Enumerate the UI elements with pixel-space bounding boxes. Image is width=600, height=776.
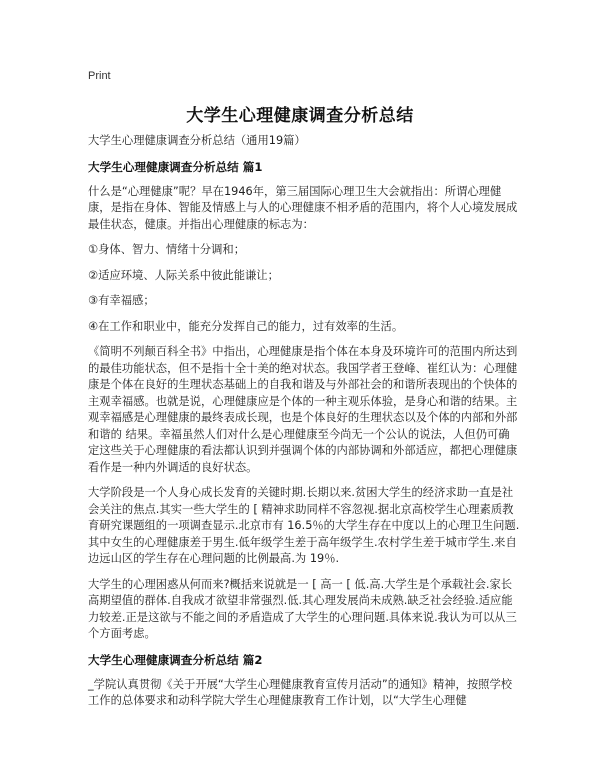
paragraph: 什么是“心理健康”呢？早在1946年，第三届国际心理卫生大会就指出：所谓心理健康，是指在身体、智能及情感上与人的心理健康不相矛盾的范围内，将个人心境发展成最佳状态，健康。并指出心理健康的标志为： (88, 184, 518, 231)
page-title: 大学生心理健康调查分析总结 (186, 106, 414, 126)
paragraph: 大学阶段是一个人身心成长发育的关键时期.长期以来.贫困大学生的经济求助一直是社会关注的焦点.其实一些大学生的 [ 精神求助同样不容忽视.据北京高校学生心理素质教育研究课题组的一项调查显示.北京市有 16.5％的大学生存在中度以上的心理卫生问题.其中女生的心理健康差于男生.低年级学生差于高年级学生.农村学生差于城市学生.来自边远山区的学生存在心理问题的比例最高.为 19％. (88, 486, 520, 565)
paragraph: _学院认真贯彻《关于开展“大学生心理健康教育宣传月活动”的通知》精神，按照学校工作的总体要求和动科学院大学生心理健康教育工作计划，以“大学生心理健 (88, 677, 513, 707)
paragraph: 大学生的心理困惑从何而来?概括来说就是一 [ 高一 [ 低.高.大学生是个承载社会.家长高期望值的群体.自我成才欲望非常强烈.低.其心理发展尚未成熟.缺乏社会经验.适应能力较差.正是这欲与不能之间的矛盾造成了大学生的心理问题.具体来说.我认为可以从三个方面考虑。 (88, 577, 517, 640)
list-item: ①身体、智力、情绪十分调和； (88, 243, 245, 256)
document-body (88, 133, 520, 719)
print-label[interactable]: Print (88, 70, 111, 82)
list-item: ④在工作和职业中，能充分发挥自己的能力，过有效率的生活。 (88, 319, 404, 333)
document-subtitle: 大学生心理健康调查分析总结（通用19篇） (88, 134, 306, 147)
section-heading-2: 大学生心理健康调查分析总结 篇2 (88, 652, 263, 667)
list-item: ②适应环境、人际关系中彼此能谦让； (88, 268, 279, 282)
section-heading-1: 大学生心理健康调查分析总结 篇1 (88, 159, 263, 174)
list-item: ③有幸福感； (88, 294, 155, 307)
paragraph: 《简明不列颠百科全书》中指出，心理健康是指个体在本身及环境许可的范围内所达到的最佳功能状态，但不是指十全十美的绝对状态。我国学者王登峰、崔红认为：心理健康是个体在良好的生理状态基础上的自我和谐及与外部社会的和谐所表现出的个快体的主观幸福感。也就是说，心理健康应是个体的一种主观乐体验，是身心和谐的结果。主观幸福感是心理健康的最终表成长现，也是个体良好的生理状态以及个体的内部和外部和谐的 结果。幸福虽然人们对什么是心理健康至今尚无一个公认的说法，人但仍可确定这些关于心理健康的看法都认识到并强调个体的内部协调和外部适应，都把心理健康看作是一种内外调适的良好状态。 (88, 345, 518, 474)
